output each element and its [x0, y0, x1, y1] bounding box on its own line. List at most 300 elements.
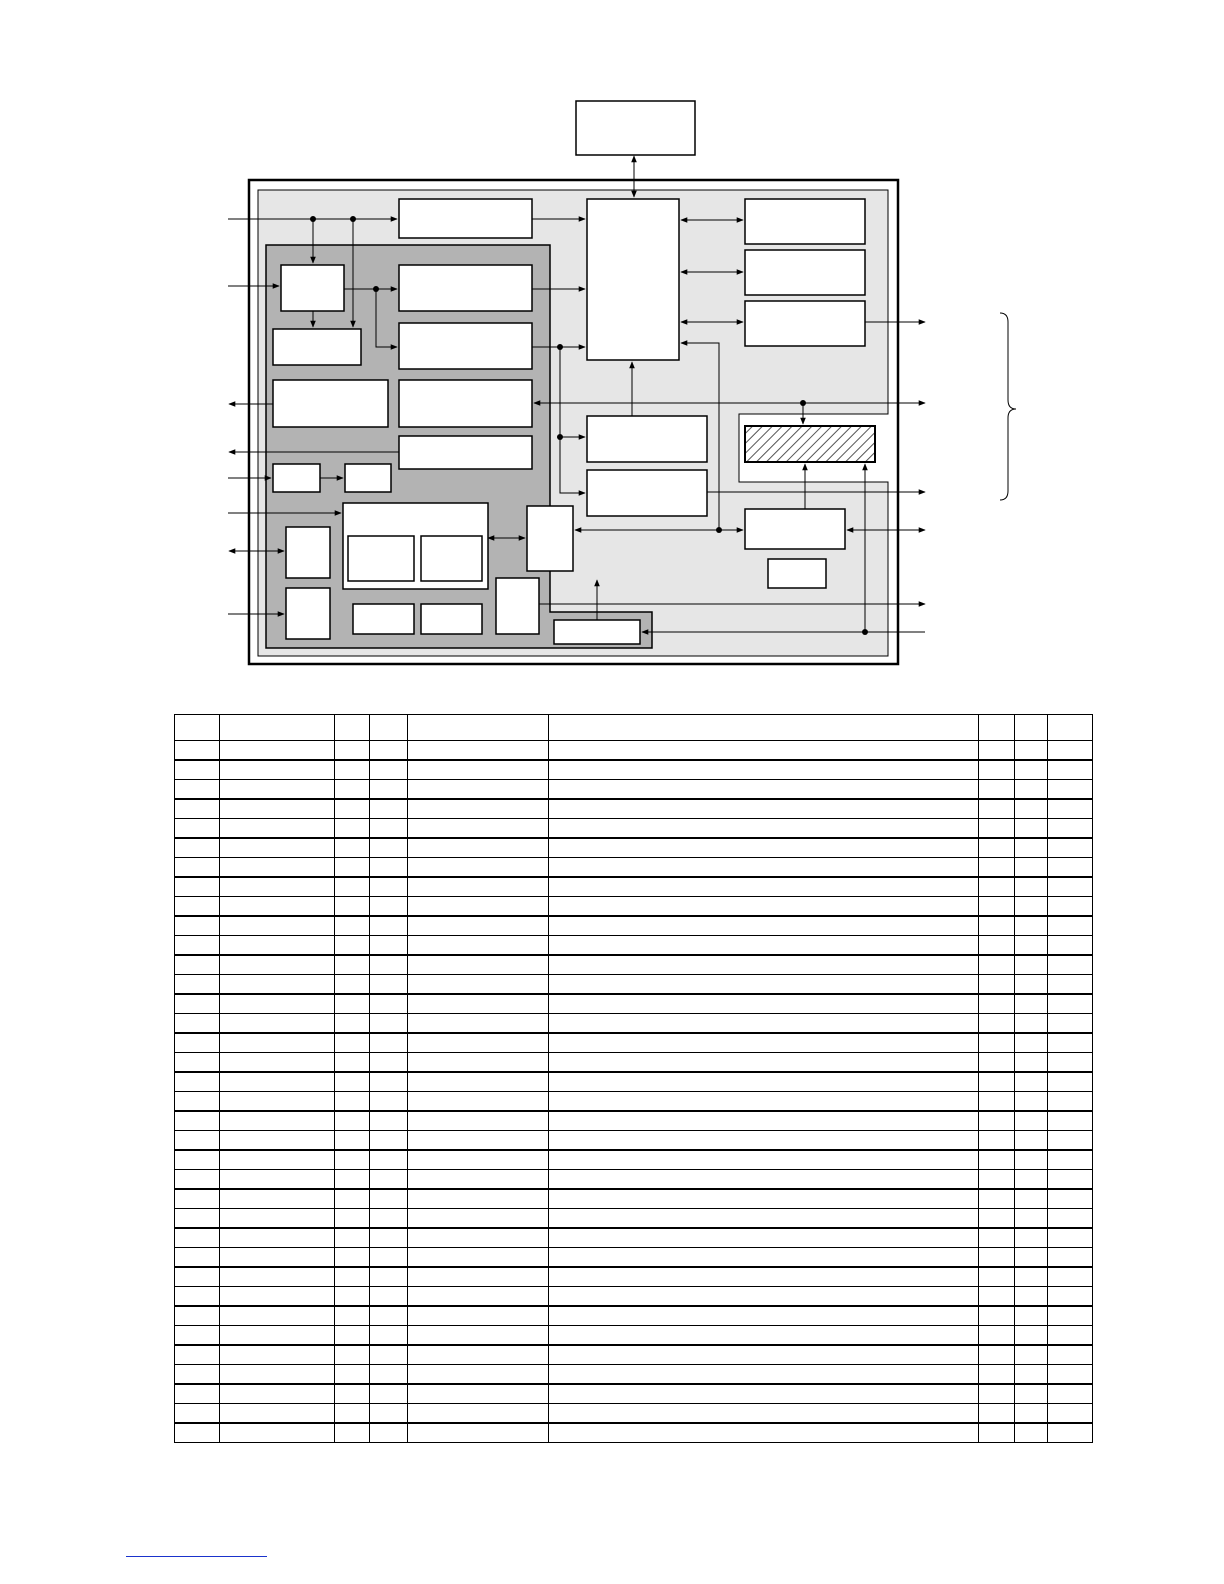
table-cell: [370, 819, 408, 839]
table-cell: [175, 1053, 220, 1073]
table-cell: [370, 1306, 408, 1326]
table-cell: [408, 760, 549, 780]
table-cell: [1015, 1170, 1048, 1190]
table-cell: [370, 1326, 408, 1346]
table-cell: [220, 1248, 335, 1268]
table-cell: [220, 1384, 335, 1404]
table-cell: [220, 1131, 335, 1151]
table-cell: [370, 1384, 408, 1404]
table-row: [175, 1092, 1093, 1112]
table-cell: [1015, 1267, 1048, 1287]
table-cell: [175, 1131, 220, 1151]
table-cell: [408, 1248, 549, 1268]
table-cell: [335, 799, 370, 819]
table-cell: [1015, 955, 1048, 975]
table-cell: [175, 1326, 220, 1346]
table-cell: [979, 975, 1015, 995]
table-cell: [1048, 838, 1093, 858]
table-cell: [175, 955, 220, 975]
table-row: [175, 1345, 1093, 1365]
table-row: [175, 1053, 1093, 1073]
table-cell: [370, 1248, 408, 1268]
table-cell: [979, 780, 1015, 800]
table-cell: [1015, 1014, 1048, 1034]
table-cell: [1015, 1365, 1048, 1385]
table-cell: [335, 955, 370, 975]
table-row: [175, 858, 1093, 878]
table-cell: [549, 780, 979, 800]
table-cell: [370, 1072, 408, 1092]
table-cell: [370, 1053, 408, 1073]
table-row: [175, 741, 1093, 761]
table-cell: [408, 838, 549, 858]
table-cell: [408, 1014, 549, 1034]
table-cell: [1048, 916, 1093, 936]
table-row: [175, 1384, 1093, 1404]
right-block-3: [745, 301, 865, 346]
table-row: [175, 1072, 1093, 1092]
table-cell: [335, 1326, 370, 1346]
table-cell: [220, 1053, 335, 1073]
table-cell: [335, 1287, 370, 1307]
table-cell: [979, 1306, 1015, 1326]
table-cell: [1015, 1072, 1048, 1092]
table-cell: [979, 1209, 1015, 1229]
mid-block-3: [399, 380, 532, 427]
table-cell: [549, 994, 979, 1014]
table-cell: [175, 819, 220, 839]
bottom-tall-block: [496, 578, 539, 634]
table-row: [175, 1423, 1093, 1443]
table-cell: [1048, 994, 1093, 1014]
table-cell: [175, 994, 220, 1014]
table-cell: [370, 1189, 408, 1209]
table-cell: [335, 1053, 370, 1073]
table-cell: [335, 1209, 370, 1229]
table-cell: [1015, 760, 1048, 780]
table-row: [175, 1111, 1093, 1131]
table-cell: [979, 1287, 1015, 1307]
table-cell: [220, 955, 335, 975]
table-cell: [220, 780, 335, 800]
table-cell: [549, 799, 979, 819]
table-cell: [335, 1150, 370, 1170]
table-cell: [979, 1345, 1015, 1365]
table-cell: [408, 1384, 549, 1404]
table-cell: [1048, 1111, 1093, 1131]
table-cell: [979, 1384, 1015, 1404]
mid-block-4: [399, 436, 532, 469]
table-cell: [1048, 780, 1093, 800]
table-cell: [549, 1287, 979, 1307]
bottom-block-2: [421, 604, 482, 634]
table-cell: [175, 1209, 220, 1229]
table-cell: [1015, 916, 1048, 936]
table-cell: [408, 994, 549, 1014]
table-row: [175, 936, 1093, 956]
table-cell: [175, 1033, 220, 1053]
pin-table: [174, 714, 1093, 1443]
table-cell: [979, 760, 1015, 780]
table-cell: [549, 1170, 979, 1190]
table-cell: [370, 936, 408, 956]
table-cell: [1015, 1248, 1048, 1268]
table-cell: [220, 1404, 335, 1424]
table-cell: [175, 1365, 220, 1385]
table-cell: [335, 1267, 370, 1287]
table-cell: [220, 858, 335, 878]
table-cell: [408, 799, 549, 819]
left-io-block-1: [286, 527, 330, 578]
table-cell: [370, 1170, 408, 1190]
table-cell: [220, 1306, 335, 1326]
tiny-block-2: [345, 464, 391, 492]
table-cell: [1048, 1423, 1093, 1443]
table-cell: [408, 1345, 549, 1365]
table-row: [175, 877, 1093, 897]
table-cell: [979, 1014, 1015, 1034]
table-cell: [370, 760, 408, 780]
left-block-1: [273, 329, 361, 365]
table-cell: [408, 1131, 549, 1151]
table-cell: [220, 819, 335, 839]
table-cell: [175, 1150, 220, 1170]
input-small-block: [281, 265, 344, 311]
table-cell: [1048, 877, 1093, 897]
table-cell: [370, 1092, 408, 1112]
table-cell: [370, 1111, 408, 1131]
table-cell: [1015, 936, 1048, 956]
table-cell: [335, 975, 370, 995]
table-cell: [1048, 1150, 1093, 1170]
table-cell: [175, 858, 220, 878]
table-cell: [370, 975, 408, 995]
table-cell: [1015, 1111, 1048, 1131]
table-cell: [1048, 1014, 1093, 1034]
table-cell: [370, 780, 408, 800]
table-cell: [1048, 955, 1093, 975]
table-cell: [220, 936, 335, 956]
table-cell: [175, 897, 220, 917]
table-cell: [1048, 1228, 1093, 1248]
table-cell: [549, 1111, 979, 1131]
table-row: [175, 799, 1093, 819]
table-cell: [979, 1267, 1015, 1287]
table-cell: [335, 897, 370, 917]
table-row: [175, 916, 1093, 936]
table-cell: [1015, 1384, 1048, 1404]
table-cell: [1015, 715, 1048, 741]
table-cell: [335, 936, 370, 956]
table-cell: [1015, 1326, 1048, 1346]
table-cell: [1015, 1404, 1048, 1424]
table-cell: [1015, 1189, 1048, 1209]
table-cell: [1015, 741, 1048, 761]
table-cell: [979, 1189, 1015, 1209]
table-cell: [408, 936, 549, 956]
left-block-2: [273, 380, 388, 427]
block-diagram: [0, 0, 1224, 700]
table-cell: [335, 819, 370, 839]
table-cell: [1048, 819, 1093, 839]
table-cell: [408, 955, 549, 975]
table-cell: [1048, 1209, 1093, 1229]
table-cell: [335, 1365, 370, 1385]
table-cell: [549, 1306, 979, 1326]
table-cell: [408, 1053, 549, 1073]
table-cell: [549, 1326, 979, 1346]
table-cell: [1048, 1404, 1093, 1424]
table-cell: [175, 936, 220, 956]
table-cell: [1015, 1423, 1048, 1443]
table-cell: [408, 741, 549, 761]
table-cell: [549, 1228, 979, 1248]
table-cell: [335, 1384, 370, 1404]
sub-block-a: [348, 536, 414, 581]
table-cell: [1015, 819, 1048, 839]
table-cell: [1048, 799, 1093, 819]
table-cell: [220, 1287, 335, 1307]
table-cell: [175, 1287, 220, 1307]
table-cell: [175, 1345, 220, 1365]
table-cell: [175, 1189, 220, 1209]
table-cell: [1048, 715, 1093, 741]
table-cell: [549, 741, 979, 761]
table-cell: [408, 1287, 549, 1307]
table-cell: [370, 1345, 408, 1365]
table-cell: [408, 1306, 549, 1326]
table-cell: [335, 994, 370, 1014]
table-cell: [335, 1092, 370, 1112]
table-cell: [979, 819, 1015, 839]
table-row: [175, 1170, 1093, 1190]
table-cell: [370, 741, 408, 761]
lower-center-block-1: [587, 416, 707, 462]
table-cell: [175, 1306, 220, 1326]
table-cell: [175, 838, 220, 858]
table-cell: [220, 1345, 335, 1365]
table-cell: [549, 897, 979, 917]
bus-block: [527, 506, 573, 571]
table-row: [175, 780, 1093, 800]
table-cell: [370, 858, 408, 878]
bottom-block-1: [353, 604, 414, 634]
table-cell: [549, 1404, 979, 1424]
table-cell: [370, 1209, 408, 1229]
table-cell: [979, 1170, 1015, 1190]
table-cell: [370, 916, 408, 936]
table-cell: [1048, 1131, 1093, 1151]
table-cell: [408, 877, 549, 897]
table-cell: [1015, 780, 1048, 800]
table-cell: [1048, 1287, 1093, 1307]
table-cell: [408, 1111, 549, 1131]
table-cell: [1015, 1306, 1048, 1326]
table-cell: [335, 916, 370, 936]
mid-block-2: [399, 323, 532, 369]
table-cell: [370, 1150, 408, 1170]
table-cell: [175, 799, 220, 819]
table-cell: [979, 1326, 1015, 1346]
table-cell: [220, 975, 335, 995]
table-cell: [220, 1092, 335, 1112]
table-cell: [979, 1365, 1015, 1385]
table-cell: [979, 955, 1015, 975]
table-cell: [549, 1150, 979, 1170]
table-cell: [408, 1150, 549, 1170]
table-cell: [335, 1345, 370, 1365]
table-cell: [370, 1404, 408, 1424]
tiny-block-1: [273, 464, 320, 492]
table-cell: [408, 1092, 549, 1112]
table-cell: [220, 1111, 335, 1131]
table-cell: [1048, 1072, 1093, 1092]
table-cell: [549, 916, 979, 936]
table-cell: [979, 858, 1015, 878]
table-cell: [549, 819, 979, 839]
table-cell: [220, 1209, 335, 1229]
table-cell: [220, 1072, 335, 1092]
table-cell: [408, 916, 549, 936]
table-cell: [1048, 1170, 1093, 1190]
table-cell: [1015, 1345, 1048, 1365]
table-cell: [1048, 1092, 1093, 1112]
table-cell: [335, 780, 370, 800]
mid-block-1: [399, 265, 532, 311]
table-row: [175, 760, 1093, 780]
table-cell: [370, 1131, 408, 1151]
interface-block: [745, 509, 845, 549]
top-input-block: [399, 199, 532, 238]
table-row: [175, 1267, 1093, 1287]
sub-block-b: [421, 536, 482, 581]
table-cell: [1048, 936, 1093, 956]
table-cell: [408, 1189, 549, 1209]
table-cell: [335, 1014, 370, 1034]
table-row: [175, 1248, 1093, 1268]
table-cell: [1015, 799, 1048, 819]
table-cell: [220, 916, 335, 936]
table-cell: [220, 1033, 335, 1053]
table-cell: [370, 838, 408, 858]
table-row: [175, 1209, 1093, 1229]
table-cell: [408, 1209, 549, 1229]
table-cell: [335, 877, 370, 897]
table-cell: [370, 877, 408, 897]
table-cell: [175, 1404, 220, 1424]
table-cell: [175, 1111, 220, 1131]
table-cell: [549, 1209, 979, 1229]
table-cell: [979, 1423, 1015, 1443]
table-row: [175, 975, 1093, 995]
right-block-2: [745, 250, 865, 295]
table-cell: [549, 760, 979, 780]
table-cell: [549, 1033, 979, 1053]
right-brace: [1000, 313, 1016, 500]
table-row: [175, 1131, 1093, 1151]
footer-link-underline: [126, 1556, 267, 1557]
table-cell: [1015, 1228, 1048, 1248]
table-cell: [408, 1072, 549, 1092]
table-cell: [979, 1033, 1015, 1053]
lower-center-block-2: [587, 470, 707, 516]
table-cell: [335, 858, 370, 878]
table-cell: [408, 819, 549, 839]
table-cell: [549, 1423, 979, 1443]
table-cell: [335, 1404, 370, 1424]
table-cell: [335, 1189, 370, 1209]
table-cell: [1015, 1209, 1048, 1229]
table-cell: [1015, 1092, 1048, 1112]
table-cell: [220, 877, 335, 897]
table-cell: [1048, 897, 1093, 917]
table-cell: [408, 1170, 549, 1190]
table-cell: [549, 1131, 979, 1151]
table-cell: [1048, 760, 1093, 780]
table-cell: [1048, 1326, 1093, 1346]
table-cell: [370, 1267, 408, 1287]
table-cell: [175, 1384, 220, 1404]
table-cell: [370, 897, 408, 917]
table-cell: [335, 838, 370, 858]
table-cell: [549, 858, 979, 878]
table-cell: [370, 1365, 408, 1385]
table-cell: [408, 1365, 549, 1385]
table-cell: [979, 994, 1015, 1014]
table-row: [175, 1306, 1093, 1326]
table-row: [175, 1150, 1093, 1170]
table-cell: [1048, 1053, 1093, 1073]
table-cell: [175, 715, 220, 741]
table-cell: [1048, 1189, 1093, 1209]
table-cell: [979, 1228, 1015, 1248]
table-cell: [408, 780, 549, 800]
table-cell: [220, 715, 335, 741]
table-cell: [220, 897, 335, 917]
table-cell: [1048, 1267, 1093, 1287]
table-cell: [220, 838, 335, 858]
table-cell: [549, 1014, 979, 1034]
table-cell: [1015, 1053, 1048, 1073]
table-cell: [1048, 1365, 1093, 1385]
table-cell: [408, 897, 549, 917]
table-cell: [370, 715, 408, 741]
table-cell: [979, 897, 1015, 917]
table-cell: [408, 1404, 549, 1424]
table-row: [175, 994, 1093, 1014]
table-cell: [370, 955, 408, 975]
table-cell: [1048, 858, 1093, 878]
table-cell: [175, 975, 220, 995]
table-cell: [370, 1014, 408, 1034]
table-cell: [408, 1423, 549, 1443]
table-cell: [979, 1092, 1015, 1112]
table-cell: [549, 715, 979, 741]
table-cell: [370, 1423, 408, 1443]
table-cell: [335, 1170, 370, 1190]
left-io-block-2: [286, 588, 330, 639]
table-cell: [370, 1287, 408, 1307]
table-cell: [979, 715, 1015, 741]
table-cell: [549, 955, 979, 975]
table-cell: [220, 994, 335, 1014]
table-cell: [1015, 994, 1048, 1014]
table-cell: [408, 1228, 549, 1248]
table-cell: [1015, 1131, 1048, 1151]
table-cell: [549, 1365, 979, 1385]
table-row: [175, 955, 1093, 975]
table-cell: [220, 1365, 335, 1385]
